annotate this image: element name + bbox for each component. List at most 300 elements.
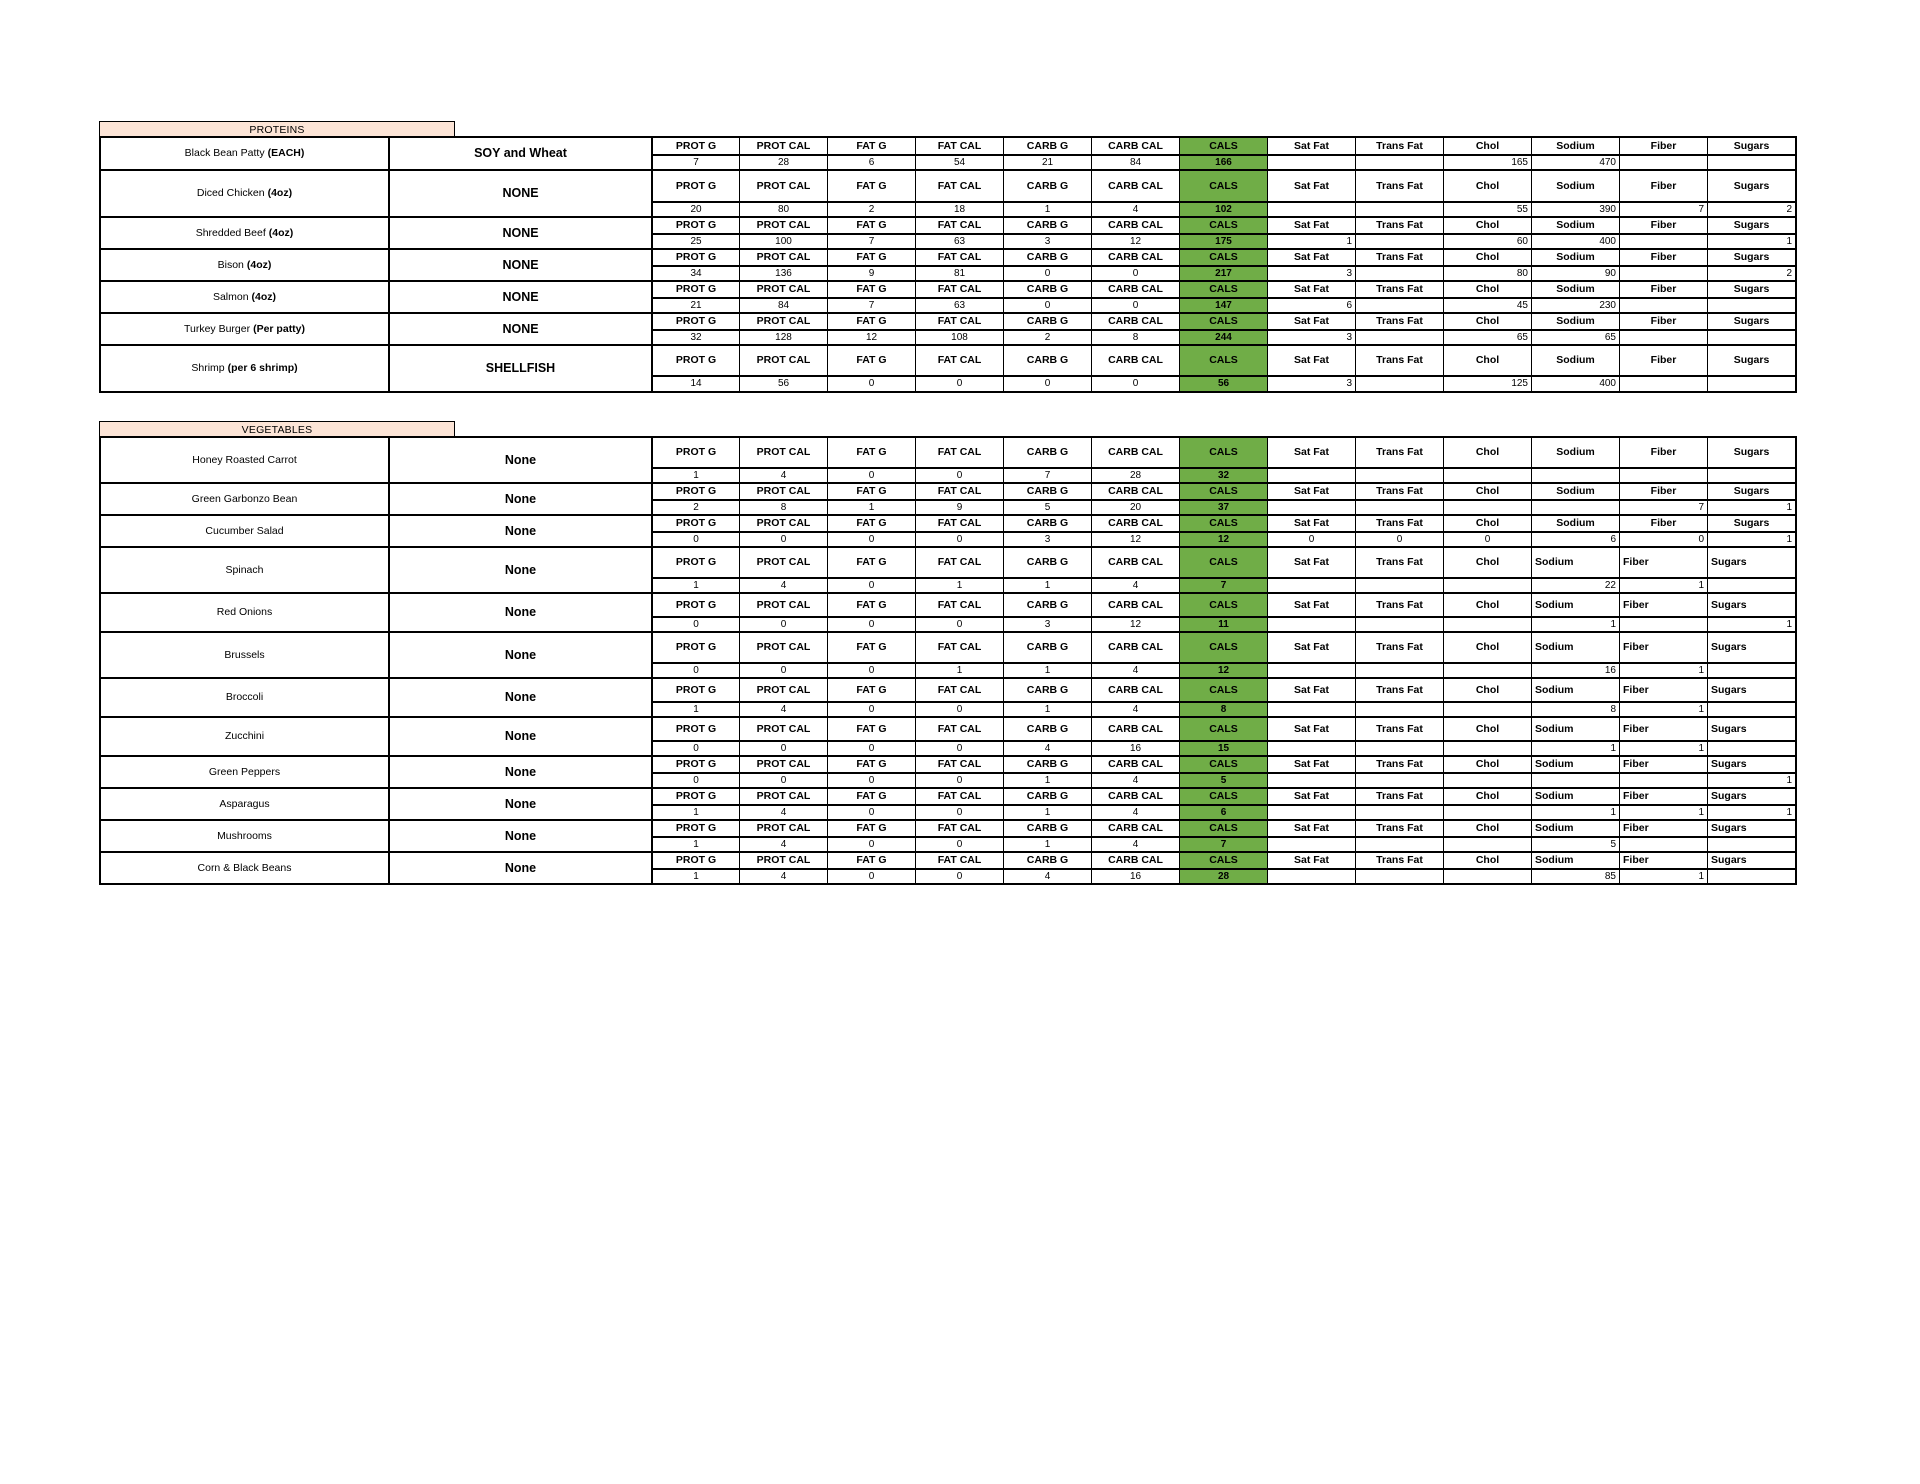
col-header-trans-fat: Trans Fat [1355,594,1443,616]
col-header-fiber: Fiber [1619,548,1707,577]
col-header-fat-cal: FAT CAL [915,548,1003,577]
value-fat-cal: 0 [915,804,1003,819]
value-carb-cal: 12 [1091,616,1179,631]
value-prot-g: 1 [651,836,739,851]
col-header-fat-g: FAT G [827,516,915,531]
value-chol [1443,467,1531,482]
value-prot-g: 1 [651,577,739,592]
table-row-asparagus [99,787,1797,821]
col-header-prot-cal: PROT CAL [739,250,827,265]
value-prot-cal: 4 [739,804,827,819]
col-header-prot-cal: PROT CAL [739,789,827,804]
col-header-cals: CALS [1179,346,1267,375]
value-sat-fat: 6 [1267,297,1355,312]
value-sat-fat [1267,154,1355,169]
value-cals: 56 [1179,375,1267,391]
value-fat-cal: 81 [915,265,1003,280]
col-header-trans-fat: Trans Fat [1355,853,1443,868]
col-header-fat-g: FAT G [827,594,915,616]
value-sodium: 65 [1531,329,1619,344]
value-carb-g: 0 [1003,265,1091,280]
item-name-cell [101,438,388,482]
col-header-fat-cal: FAT CAL [915,633,1003,662]
value-carb-g: 4 [1003,740,1091,755]
value-sat-fat [1267,499,1355,514]
col-header-fiber: Fiber [1619,171,1707,201]
col-header-sat-fat: Sat Fat [1267,218,1355,233]
col-header-fiber: Fiber [1619,853,1707,868]
col-header-fat-g: FAT G [827,438,915,467]
value-fat-g: 7 [827,233,915,248]
value-prot-cal: 0 [739,772,827,787]
col-header-fat-g: FAT G [827,484,915,499]
value-fiber [1619,297,1707,312]
col-header-trans-fat: Trans Fat [1355,438,1443,467]
allergen-cell: None [388,789,651,819]
col-header-sat-fat: Sat Fat [1267,679,1355,701]
value-prot-g: 2 [651,499,739,514]
col-header-chol: Chol [1443,789,1531,804]
allergen-cell: None [388,484,651,514]
value-sugars: 1 [1707,531,1795,546]
value-carb-cal: 4 [1091,804,1179,819]
item-name: Turkey Burger [183,322,251,335]
value-fat-g: 0 [827,577,915,592]
allergen-cell: NONE [388,218,651,248]
col-header-carb-cal: CARB CAL [1091,484,1179,499]
col-header-prot-g: PROT G [651,757,739,772]
value-prot-g: 7 [651,154,739,169]
value-carb-g: 21 [1003,154,1091,169]
col-header-chol: Chol [1443,438,1531,467]
value-chol: 165 [1443,154,1531,169]
table-row-red-onions [99,592,1797,633]
value-sat-fat [1267,868,1355,883]
col-header-sugars: Sugars [1707,346,1795,375]
value-fat-cal: 108 [915,329,1003,344]
col-header-fat-g: FAT G [827,789,915,804]
value-cals: 11 [1179,616,1267,631]
value-trans-fat [1355,154,1443,169]
col-header-prot-g: PROT G [651,821,739,836]
col-header-fat-g: FAT G [827,757,915,772]
item-name: Mushrooms [217,829,272,842]
col-header-fat-cal: FAT CAL [915,757,1003,772]
value-prot-cal: 56 [739,375,827,391]
col-header-carb-cal: CARB CAL [1091,138,1179,154]
value-chol: 60 [1443,233,1531,248]
table-row-green-garbonzo-bean [99,482,1797,516]
value-sat-fat [1267,804,1355,819]
value-fat-cal: 18 [915,201,1003,216]
item-name-cell [101,346,388,391]
value-prot-g: 20 [651,201,739,216]
value-fat-cal: 0 [915,868,1003,883]
value-fat-cal: 0 [915,836,1003,851]
value-carb-cal: 4 [1091,772,1179,787]
col-header-sodium: Sodium [1531,218,1619,233]
item-name-cell [101,679,388,716]
value-cals: 147 [1179,297,1267,312]
value-cals: 6 [1179,804,1267,819]
col-header-carb-g: CARB G [1003,484,1091,499]
item-serving-size: (Per patty) [253,322,306,335]
col-header-carb-cal: CARB CAL [1091,516,1179,531]
col-header-chol: Chol [1443,757,1531,772]
col-header-prot-g: PROT G [651,718,739,740]
value-carb-g: 1 [1003,662,1091,677]
col-header-cals: CALS [1179,718,1267,740]
col-header-sugars: Sugars [1707,718,1795,740]
value-prot-cal: 28 [739,154,827,169]
col-header-fat-cal: FAT CAL [915,218,1003,233]
value-carb-cal: 16 [1091,868,1179,883]
col-header-trans-fat: Trans Fat [1355,484,1443,499]
col-header-chol: Chol [1443,138,1531,154]
col-header-sodium: Sodium [1531,484,1619,499]
table-row-green-peppers [99,755,1797,789]
value-sat-fat [1267,616,1355,631]
value-sodium: 6 [1531,531,1619,546]
col-header-sat-fat: Sat Fat [1267,346,1355,375]
value-trans-fat: 0 [1355,531,1443,546]
value-sat-fat [1267,662,1355,677]
value-chol: 55 [1443,201,1531,216]
value-cals: 8 [1179,701,1267,716]
col-header-sugars: Sugars [1707,282,1795,297]
table-row-diced-chicken [99,169,1797,218]
value-sat-fat: 3 [1267,329,1355,344]
value-chol [1443,662,1531,677]
value-sat-fat [1267,772,1355,787]
col-header-cals: CALS [1179,821,1267,836]
col-header-carb-cal: CARB CAL [1091,757,1179,772]
allergen-cell: None [388,548,651,592]
value-sat-fat [1267,701,1355,716]
value-prot-cal: 0 [739,531,827,546]
col-header-cals: CALS [1179,250,1267,265]
col-header-sugars: Sugars [1707,633,1795,662]
col-header-fat-g: FAT G [827,853,915,868]
col-header-cals: CALS [1179,594,1267,616]
value-sodium: 390 [1531,201,1619,216]
col-header-sugars: Sugars [1707,679,1795,701]
col-header-fiber: Fiber [1619,633,1707,662]
value-sat-fat [1267,836,1355,851]
col-header-carb-cal: CARB CAL [1091,679,1179,701]
col-header-sugars: Sugars [1707,438,1795,467]
value-fat-g: 1 [827,499,915,514]
col-header-sugars: Sugars [1707,138,1795,154]
col-header-carb-cal: CARB CAL [1091,789,1179,804]
col-header-fat-cal: FAT CAL [915,282,1003,297]
value-sodium [1531,499,1619,514]
col-header-carb-g: CARB G [1003,138,1091,154]
col-header-sugars: Sugars [1707,757,1795,772]
col-header-trans-fat: Trans Fat [1355,218,1443,233]
item-serving-size: (4oz) [267,187,293,200]
col-header-carb-cal: CARB CAL [1091,314,1179,329]
value-cals: 102 [1179,201,1267,216]
value-prot-cal: 100 [739,233,827,248]
col-header-prot-g: PROT G [651,633,739,662]
col-header-chol: Chol [1443,594,1531,616]
value-sodium: 16 [1531,662,1619,677]
item-name: Salmon [212,290,249,303]
item-name: Diced Chicken [196,187,265,200]
col-header-fat-g: FAT G [827,718,915,740]
value-prot-cal: 84 [739,297,827,312]
col-header-chol: Chol [1443,679,1531,701]
col-header-trans-fat: Trans Fat [1355,679,1443,701]
item-name: Brussels [224,648,265,661]
col-header-sodium: Sodium [1531,314,1619,329]
item-name-cell [101,757,388,787]
col-header-cals: CALS [1179,548,1267,577]
col-header-sodium: Sodium [1531,282,1619,297]
col-header-fiber: Fiber [1619,484,1707,499]
col-header-sat-fat: Sat Fat [1267,853,1355,868]
col-header-carb-cal: CARB CAL [1091,718,1179,740]
value-trans-fat [1355,265,1443,280]
value-chol [1443,577,1531,592]
value-carb-g: 1 [1003,201,1091,216]
value-fat-cal: 54 [915,154,1003,169]
value-carb-cal: 4 [1091,577,1179,592]
value-trans-fat [1355,499,1443,514]
col-header-prot-cal: PROT CAL [739,346,827,375]
col-header-fiber: Fiber [1619,138,1707,154]
value-sugars: 1 [1707,616,1795,631]
section-vegetables [99,421,1797,885]
item-name-cell [101,484,388,514]
col-header-sodium: Sodium [1531,821,1619,836]
value-fat-cal: 1 [915,662,1003,677]
col-header-sodium: Sodium [1531,171,1619,201]
col-header-carb-cal: CARB CAL [1091,548,1179,577]
col-header-fat-g: FAT G [827,314,915,329]
value-prot-cal: 0 [739,740,827,755]
value-sodium: 1 [1531,616,1619,631]
value-fiber [1619,467,1707,482]
value-fiber: 1 [1619,662,1707,677]
value-carb-cal: 4 [1091,836,1179,851]
col-header-carb-cal: CARB CAL [1091,171,1179,201]
value-sugars: 2 [1707,201,1795,216]
value-carb-cal: 4 [1091,201,1179,216]
col-header-fat-cal: FAT CAL [915,718,1003,740]
value-sodium [1531,467,1619,482]
col-header-carb-g: CARB G [1003,314,1091,329]
value-sodium: 1 [1531,740,1619,755]
col-header-carb-g: CARB G [1003,171,1091,201]
col-header-fat-g: FAT G [827,821,915,836]
value-chol [1443,772,1531,787]
col-header-prot-cal: PROT CAL [739,718,827,740]
item-name: Shrimp [191,362,225,375]
col-header-chol: Chol [1443,171,1531,201]
value-sugars [1707,297,1795,312]
col-header-chol: Chol [1443,484,1531,499]
value-carb-cal: 0 [1091,297,1179,312]
col-header-sat-fat: Sat Fat [1267,171,1355,201]
value-cals: 12 [1179,662,1267,677]
allergen-cell: None [388,679,651,716]
value-chol [1443,836,1531,851]
col-header-cals: CALS [1179,282,1267,297]
value-fiber: 1 [1619,701,1707,716]
col-header-trans-fat: Trans Fat [1355,757,1443,772]
value-fat-cal: 63 [915,233,1003,248]
item-name: Corn & Black Beans [197,861,292,874]
col-header-fat-cal: FAT CAL [915,250,1003,265]
item-name: Cucumber Salad [205,524,284,537]
value-cals: 12 [1179,531,1267,546]
col-header-sodium: Sodium [1531,718,1619,740]
value-sodium: 5 [1531,836,1619,851]
value-prot-cal: 0 [739,616,827,631]
item-name: Asparagus [219,797,270,810]
value-sodium: 470 [1531,154,1619,169]
col-header-fat-g: FAT G [827,250,915,265]
col-header-sodium: Sodium [1531,757,1619,772]
value-trans-fat [1355,233,1443,248]
allergen-cell: NONE [388,171,651,216]
col-header-fat-g: FAT G [827,346,915,375]
col-header-fat-g: FAT G [827,679,915,701]
col-header-trans-fat: Trans Fat [1355,282,1443,297]
col-header-sugars: Sugars [1707,171,1795,201]
value-carb-cal: 84 [1091,154,1179,169]
col-header-cals: CALS [1179,516,1267,531]
value-sat-fat: 3 [1267,375,1355,391]
col-header-fiber: Fiber [1619,821,1707,836]
col-header-carb-g: CARB G [1003,853,1091,868]
item-serving-size: (4oz) [268,226,294,239]
value-prot-cal: 0 [739,662,827,677]
col-header-prot-cal: PROT CAL [739,516,827,531]
value-carb-cal: 0 [1091,375,1179,391]
col-header-fat-cal: FAT CAL [915,853,1003,868]
col-header-fat-g: FAT G [827,633,915,662]
value-carb-cal: 28 [1091,467,1179,482]
col-header-sat-fat: Sat Fat [1267,438,1355,467]
col-header-sodium: Sodium [1531,438,1619,467]
value-sat-fat [1267,201,1355,216]
value-fat-g: 0 [827,662,915,677]
col-header-carb-cal: CARB CAL [1091,853,1179,868]
value-prot-cal: 4 [739,577,827,592]
allergen-cell: NONE [388,250,651,280]
value-fat-cal: 0 [915,531,1003,546]
col-header-carb-g: CARB G [1003,757,1091,772]
value-carb-g: 2 [1003,329,1091,344]
value-carb-cal: 20 [1091,499,1179,514]
col-header-sodium: Sodium [1531,346,1619,375]
value-fiber: 7 [1619,201,1707,216]
value-sugars [1707,701,1795,716]
col-header-sat-fat: Sat Fat [1267,548,1355,577]
value-sodium [1531,772,1619,787]
value-sugars [1707,375,1795,391]
item-name-cell [101,548,388,592]
value-carb-g: 1 [1003,836,1091,851]
col-header-sugars: Sugars [1707,789,1795,804]
col-header-sodium: Sodium [1531,633,1619,662]
col-header-sodium: Sodium [1531,789,1619,804]
value-fiber [1619,836,1707,851]
col-header-prot-cal: PROT CAL [739,138,827,154]
col-header-fiber: Fiber [1619,218,1707,233]
value-cals: 7 [1179,577,1267,592]
item-name-cell [101,516,388,546]
col-header-carb-g: CARB G [1003,516,1091,531]
value-sodium: 8 [1531,701,1619,716]
allergen-cell: None [388,516,651,546]
value-carb-cal: 0 [1091,265,1179,280]
allergen-cell: NONE [388,314,651,344]
col-header-prot-g: PROT G [651,853,739,868]
value-fiber: 1 [1619,740,1707,755]
col-header-sodium: Sodium [1531,853,1619,868]
col-header-sodium: Sodium [1531,138,1619,154]
value-prot-g: 34 [651,265,739,280]
col-header-sodium: Sodium [1531,516,1619,531]
allergen-cell: SOY and Wheat [388,138,651,169]
value-carb-cal: 4 [1091,662,1179,677]
col-header-carb-cal: CARB CAL [1091,346,1179,375]
table-row-broccoli [99,677,1797,718]
value-sugars [1707,740,1795,755]
col-header-cals: CALS [1179,853,1267,868]
value-chol: 125 [1443,375,1531,391]
table-row-bison [99,248,1797,282]
value-sugars [1707,154,1795,169]
value-sodium: 230 [1531,297,1619,312]
col-header-carb-g: CARB G [1003,594,1091,616]
allergen-cell: None [388,594,651,631]
col-header-prot-cal: PROT CAL [739,171,827,201]
col-header-fiber: Fiber [1619,718,1707,740]
item-name-cell [101,789,388,819]
col-header-chol: Chol [1443,346,1531,375]
allergen-cell: None [388,853,651,883]
value-sugars [1707,329,1795,344]
col-header-sugars: Sugars [1707,250,1795,265]
col-header-carb-cal: CARB CAL [1091,594,1179,616]
value-sugars [1707,868,1795,883]
value-fat-g: 0 [827,772,915,787]
col-header-fiber: Fiber [1619,314,1707,329]
allergen-cell: None [388,438,651,482]
section-title-proteins: PROTEINS [99,121,455,138]
col-header-sat-fat: Sat Fat [1267,138,1355,154]
table-row-shrimp [99,344,1797,393]
value-chol: 65 [1443,329,1531,344]
value-carb-cal: 12 [1091,531,1179,546]
value-prot-g: 0 [651,740,739,755]
col-header-sugars: Sugars [1707,218,1795,233]
col-header-sat-fat: Sat Fat [1267,250,1355,265]
value-sodium: 85 [1531,868,1619,883]
col-header-fiber: Fiber [1619,594,1707,616]
value-sat-fat: 1 [1267,233,1355,248]
col-header-chol: Chol [1443,516,1531,531]
col-header-sat-fat: Sat Fat [1267,594,1355,616]
col-header-trans-fat: Trans Fat [1355,821,1443,836]
section-proteins [99,121,1797,393]
table-row-salmon [99,280,1797,314]
